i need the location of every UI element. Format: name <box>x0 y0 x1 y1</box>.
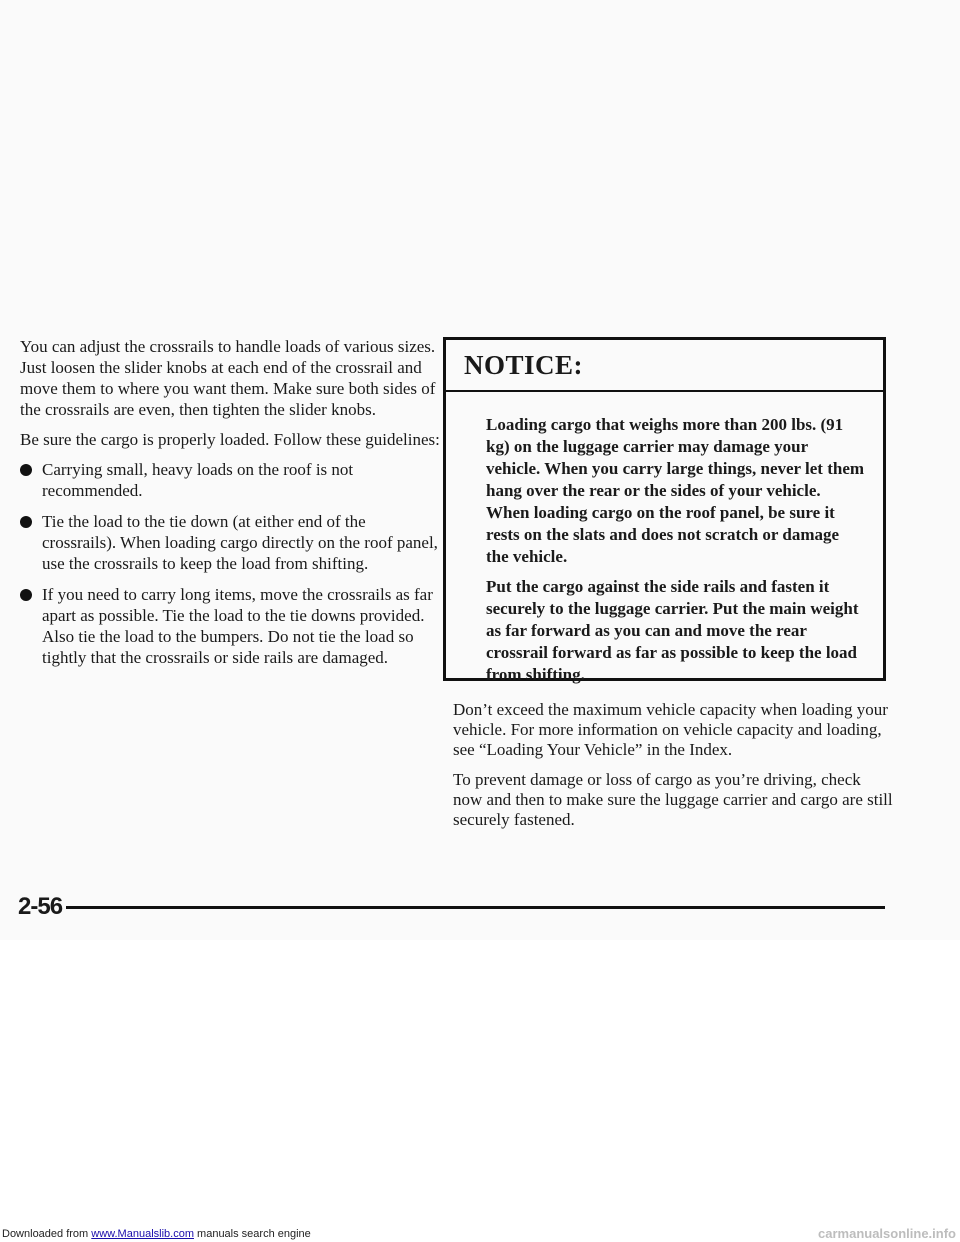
notice-body <box>446 392 883 686</box>
download-footer <box>0 1226 960 1242</box>
notice-heading: NOTICE: <box>446 340 883 392</box>
left-column <box>20 336 440 678</box>
cargo-guidelines-intro: Be sure the cargo is properly loaded. Follow these guidelines: <box>20 430 440 449</box>
bullet-icon <box>20 516 32 528</box>
list-item <box>20 584 440 668</box>
list-item-text: Tie the load to the tie down (at either end of the crossrails). When loading cargo directly on the roof panel, use the crossrails to keep the load from shifting. <box>42 512 438 573</box>
securing-paragraph: To prevent damage or loss of cargo as you’re driving, check now and then to make sure the luggage carrier and cargo are still securely fastened. <box>453 770 893 829</box>
footer-suffix: manuals search engine <box>193 1228 311 1240</box>
right-column <box>453 700 893 840</box>
watermark-text: carmanualsonline.info <box>818 1226 956 1241</box>
list-item <box>20 511 440 574</box>
list-item <box>20 459 440 501</box>
crossrail-adjust-paragraph: You can adjust the crossrails to handle loads of various sizes. Just loosen the slider knobs at each end of the crossrail and move them to where you want them. Make sure both sides of the crossrails are even, then tighten the slider knobs. <box>20 337 436 419</box>
footer-prefix: Downloaded from <box>2 1228 92 1240</box>
notice-paragraph: Put the cargo against the side rails and fasten it securely to the luggage carrier. Put the main weight as far forward as you can and move the rear crossrail forward as far as possible to keep the load from shifting. <box>486 577 859 684</box>
manualslib-link[interactable]: www.Manualslib.com <box>91 1228 194 1240</box>
bullet-icon <box>20 464 32 476</box>
notice-box <box>443 337 886 684</box>
footer-source <box>2 1226 311 1242</box>
list-item-text: If you need to carry long items, move the crossrails as far apart as possible. Tie the load to the tie downs provided. Also tie the load to the bumpers. Do not tie the load so tightly that the crossrails or side rails are damaged. <box>42 585 433 667</box>
capacity-paragraph: Don’t exceed the maximum vehicle capacity when loading your vehicle. For more information on vehicle capacity and loading, see “Loading Your Vehicle” in the Index. <box>453 700 888 759</box>
bullet-icon <box>20 589 32 601</box>
page-number: 2-56 <box>18 893 63 920</box>
guidelines-list <box>20 459 440 668</box>
page-rule <box>66 906 885 909</box>
list-item-text: Carrying small, heavy loads on the roof is not recommended. <box>42 460 354 500</box>
notice-paragraph: Loading cargo that weighs more than 200 lbs. (91 kg) on the luggage carrier may damage your vehicle. When you carry large things, never let them hang over the rear or the sides of your vehicle. When loading cargo on the roof panel, be sure it rests on the slats and does not scratch or damage the vehicle. <box>486 415 865 566</box>
